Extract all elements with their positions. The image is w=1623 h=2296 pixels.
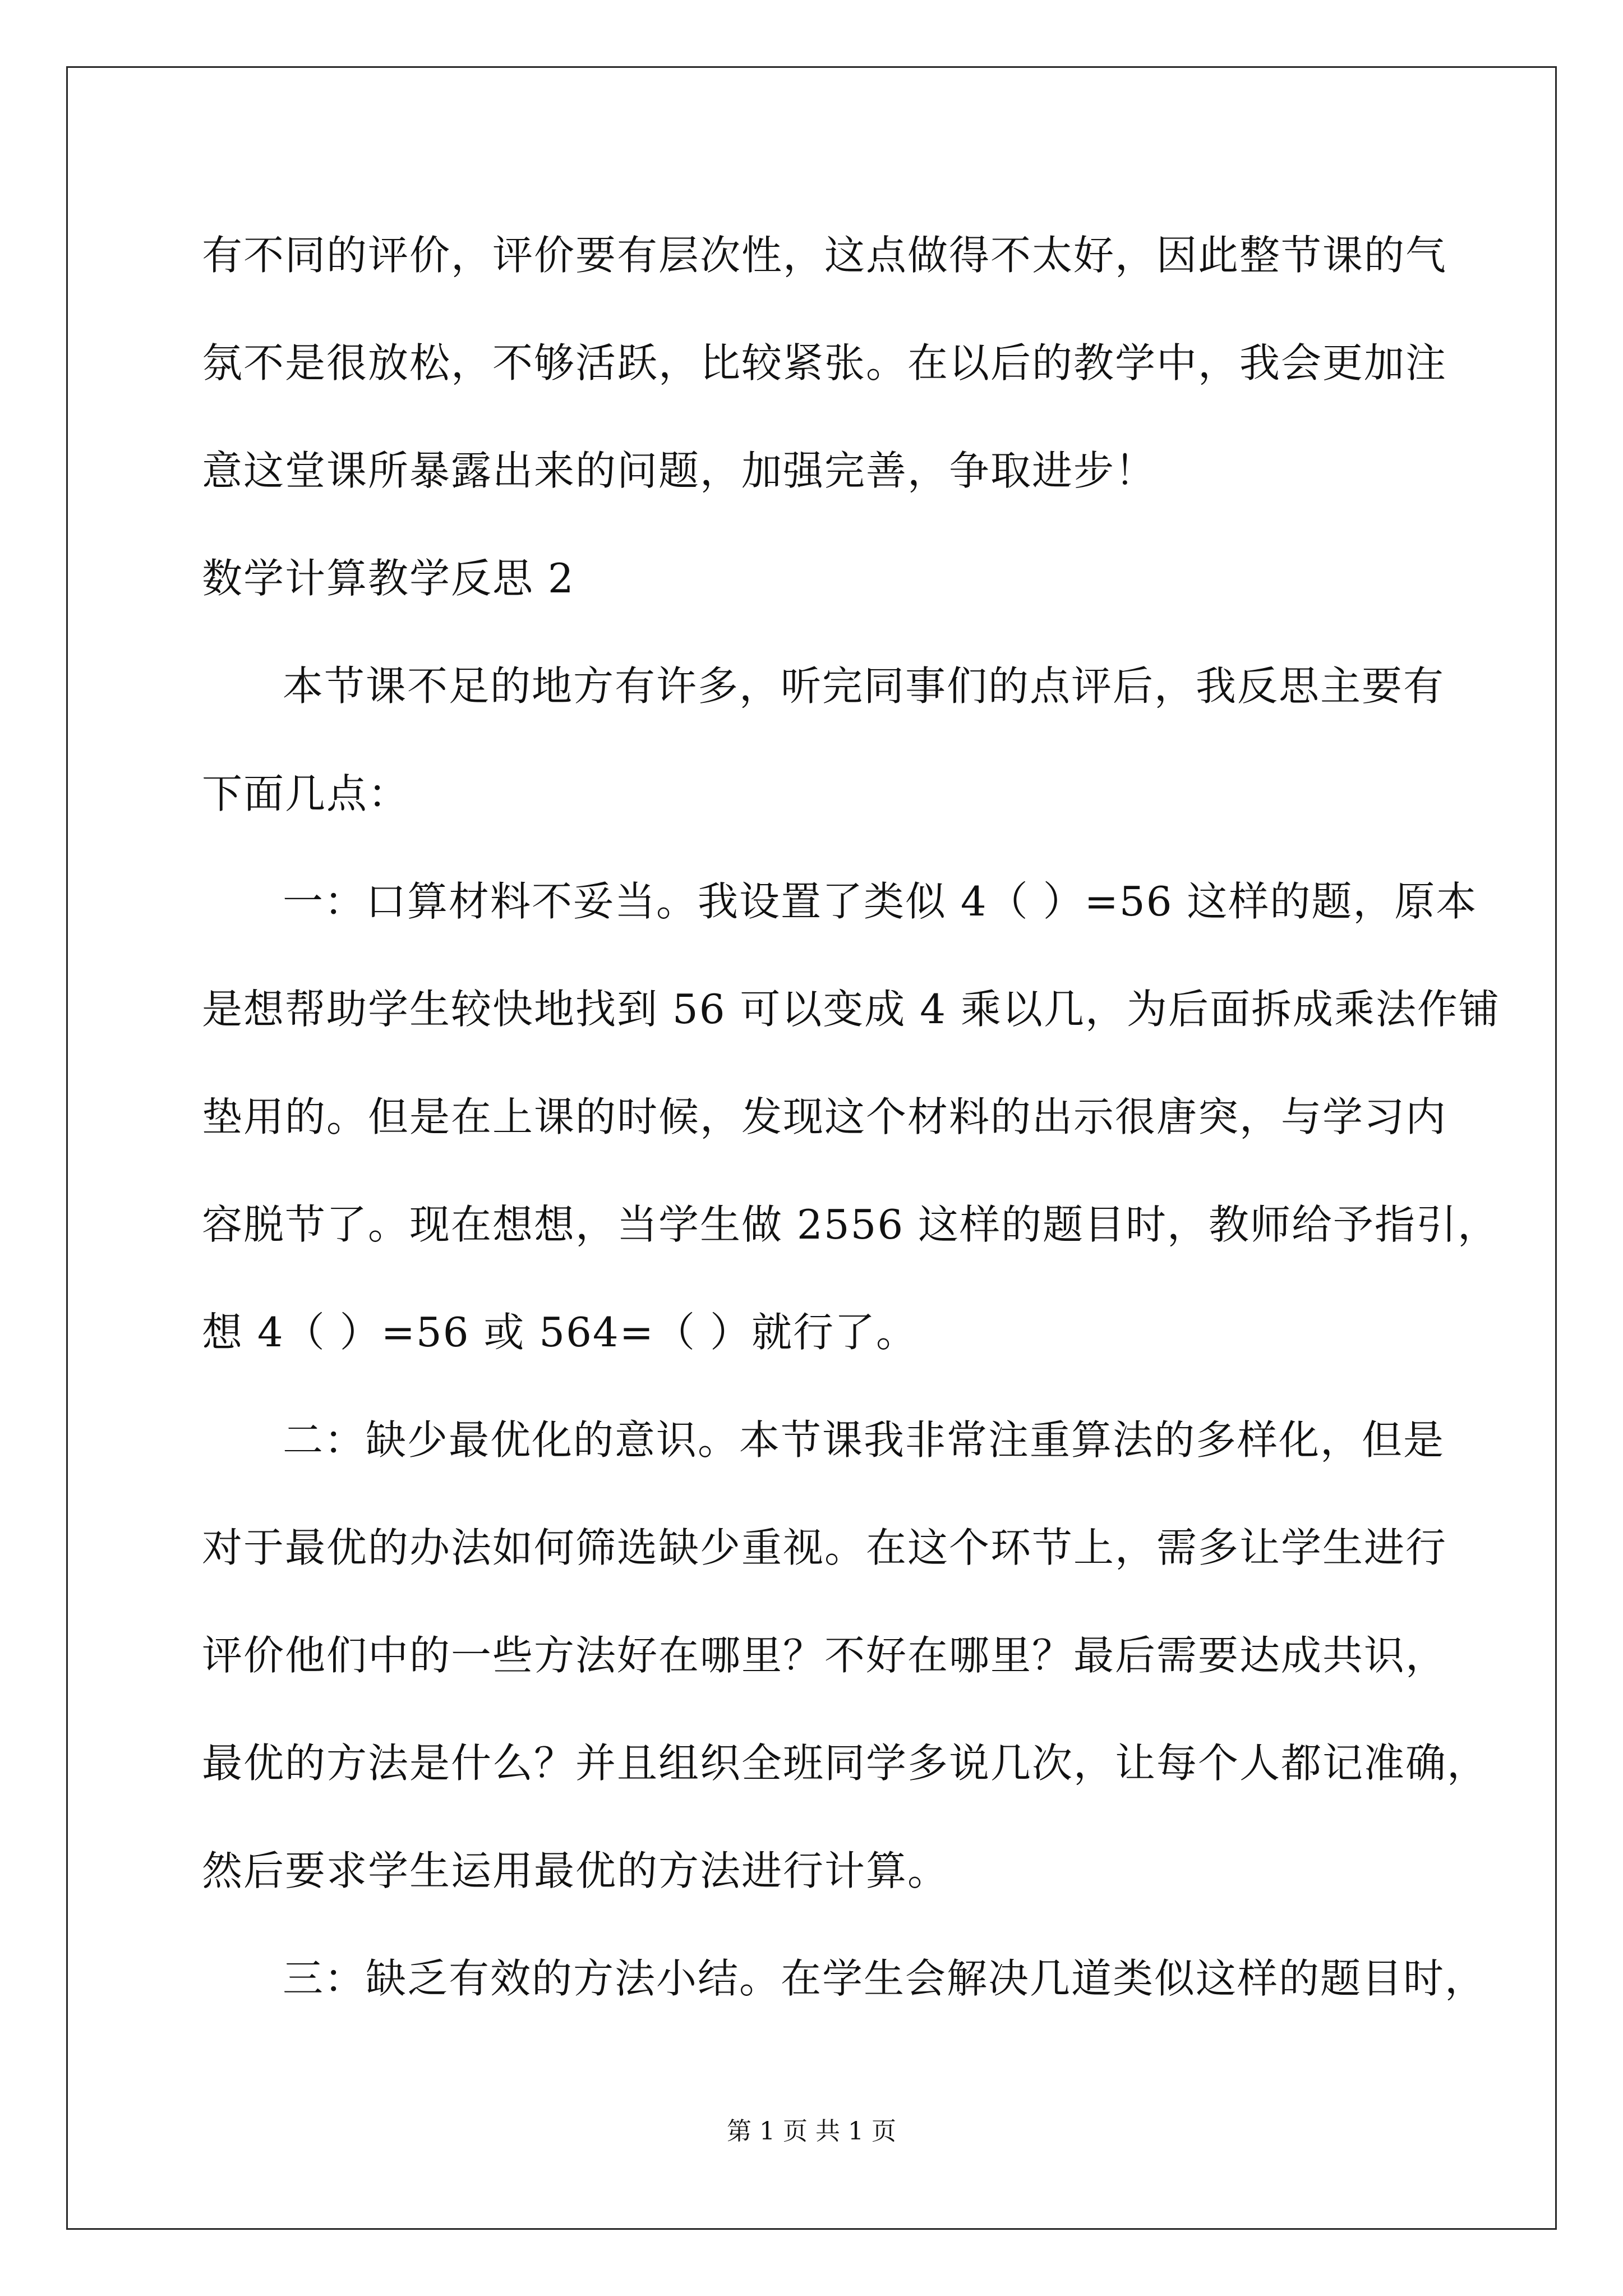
text-line: 容脱节了。现在想想，当学生做 2556 这样的题目时，教师给予指引，	[202, 1201, 1500, 1248]
text-line: 然后要求学生运用最优的方法进行计算。	[202, 1847, 949, 1894]
text-line: 下面几点：	[202, 770, 410, 817]
text-line: 是想帮助学生较快地找到 56 可以变成 4 乘以几，为后面拆成乘法作铺	[202, 986, 1500, 1033]
text-line: 有不同的评价，评价要有层次性，这点做得不太好，因此整节课的气	[202, 232, 1447, 279]
text-line: 最优的方法是什么？并且组织全班同学多说几次，让每个人都记准确，	[202, 1740, 1489, 1787]
page-border	[66, 66, 1557, 2230]
text-line: 想 4（ ）=56 或 564=（ ）就行了。	[202, 1309, 917, 1356]
text-line: 对于最优的办法如何筛选缺少重视。在这个环节上，需多让学生进行	[202, 1524, 1447, 1571]
text-line: 一：口算材料不妥当。我设置了类似 4（ ）=56 这样的题，原本	[283, 878, 1478, 925]
text-line: 垫用的。但是在上课的时候，发现这个材料的出示很唐突，与学习内	[202, 1093, 1447, 1140]
text-line: 二：缺少最优化的意识。本节课我非常注重算法的多样化，但是	[283, 1416, 1445, 1464]
page-footer: 第 1 页 共 1 页	[727, 2117, 896, 2146]
text-line: 三：缺乏有效的方法小结。在学生会解决几道类似这样的题目时，	[283, 1955, 1487, 2002]
text-line: 氛不是很放松，不够活跃，比较紧张。在以后的教学中，我会更加注	[202, 339, 1447, 386]
text-line: 意这堂课所暴露出来的问题，加强完善，争取进步！	[202, 447, 1157, 494]
text-line: 评价他们中的一些方法好在哪里？不好在哪里？最后需要达成共识，	[202, 1632, 1447, 1679]
section-heading: 数学计算教学反思 2	[202, 555, 575, 602]
text-line: 本节课不足的地方有许多，听完同事们的点评后，我反思主要有	[283, 662, 1445, 710]
